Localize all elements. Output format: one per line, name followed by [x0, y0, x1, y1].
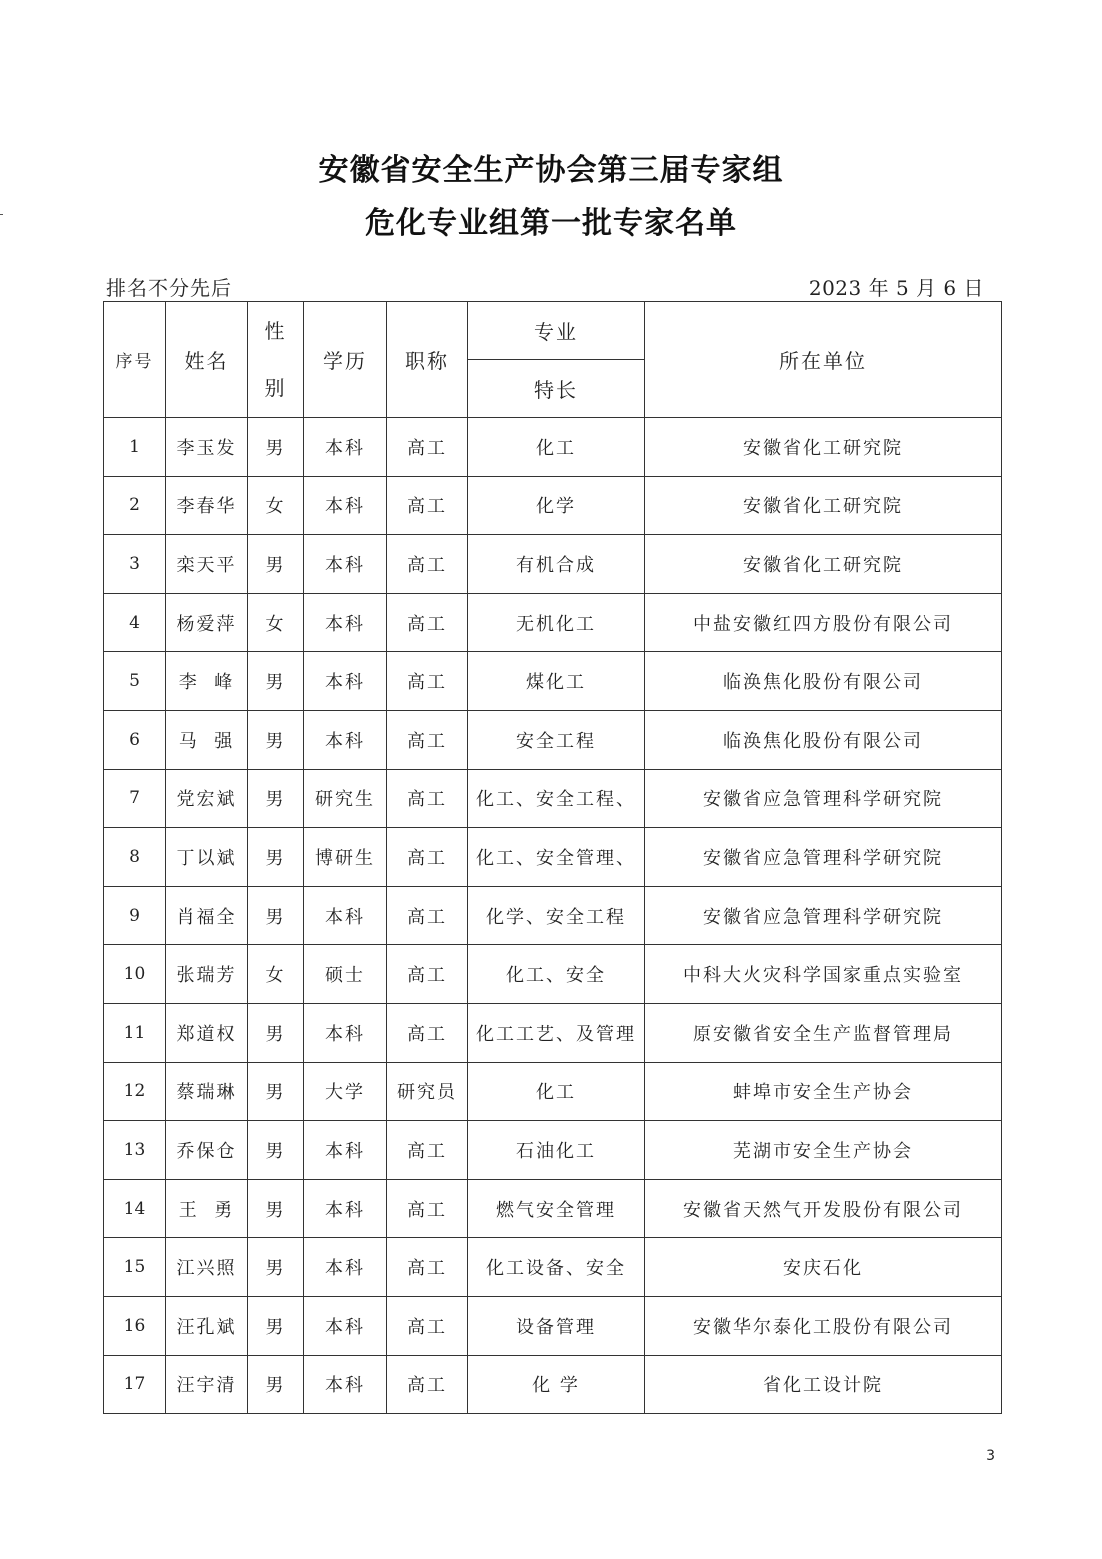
- cell-name: 丁以斌: [166, 828, 248, 887]
- cell-education: 本科: [304, 1003, 387, 1062]
- cell-title: 高工: [387, 828, 468, 887]
- cell-title: 高工: [387, 1296, 468, 1355]
- cell-title: 高工: [387, 1238, 468, 1297]
- cell-specialty: 化工、安全工程、: [468, 769, 645, 828]
- cell-specialty: 化工、安全: [468, 945, 645, 1004]
- cell-education: 本科: [304, 476, 387, 535]
- expert-roster-table: [103, 301, 1002, 1414]
- cell-index: 13: [104, 1121, 166, 1180]
- cell-education: 本科: [304, 535, 387, 594]
- cell-index: 5: [104, 652, 166, 711]
- cell-education: 研究生: [304, 769, 387, 828]
- cell-index: 16: [104, 1296, 166, 1355]
- table-row: [104, 1179, 1002, 1238]
- cell-education: 本科: [304, 710, 387, 769]
- cell-specialty: 有机合成: [468, 535, 645, 594]
- cell-specialty: 煤化工: [468, 652, 645, 711]
- cell-index: 3: [104, 535, 166, 594]
- table-row: [104, 535, 1002, 594]
- cell-sex: 男: [248, 1003, 304, 1062]
- cell-specialty: 化工设备、安全: [468, 1238, 645, 1297]
- cell-unit: 芜湖市安全生产协会: [645, 1121, 1002, 1180]
- cell-education: 本科: [304, 1238, 387, 1297]
- cell-education: 本科: [304, 418, 387, 477]
- cell-index: 7: [104, 769, 166, 828]
- table-row: [104, 769, 1002, 828]
- cell-title: 高工: [387, 652, 468, 711]
- cell-sex: 女: [248, 945, 304, 1004]
- cell-name: 郑道权: [166, 1003, 248, 1062]
- table-row: [104, 828, 1002, 887]
- header-major: 专业: [468, 302, 645, 360]
- ranking-note: 排名不分先后: [106, 276, 232, 300]
- cell-name: 党宏斌: [166, 769, 248, 828]
- cell-education: 本科: [304, 593, 387, 652]
- cell-index: 15: [104, 1238, 166, 1297]
- cell-name: 栾天平: [166, 535, 248, 594]
- cell-unit: 安徽省化工研究院: [645, 418, 1002, 477]
- cell-specialty: 化工: [468, 1062, 645, 1121]
- cell-sex: 男: [248, 886, 304, 945]
- header-unit: 所在单位: [645, 302, 1002, 418]
- cell-index: 1: [104, 418, 166, 477]
- cell-education: 本科: [304, 1179, 387, 1238]
- header-specialty: 特长: [468, 360, 645, 418]
- cell-title: 高工: [387, 886, 468, 945]
- cell-index: 8: [104, 828, 166, 887]
- cell-specialty: 设备管理: [468, 1296, 645, 1355]
- cell-title: 研究员: [387, 1062, 468, 1121]
- cell-sex: 男: [248, 535, 304, 594]
- cell-education: 本科: [304, 1296, 387, 1355]
- cell-index: 11: [104, 1003, 166, 1062]
- cell-specialty: 化工工艺、及管理: [468, 1003, 645, 1062]
- cell-name: 汪宇清: [166, 1355, 248, 1414]
- cell-specialty: 安全工程: [468, 710, 645, 769]
- cell-title: 高工: [387, 945, 468, 1004]
- header-name: 姓名: [166, 302, 248, 418]
- cell-sex: 男: [248, 769, 304, 828]
- table-row: [104, 886, 1002, 945]
- cell-name: 蔡瑞琳: [166, 1062, 248, 1121]
- cell-specialty: 化 学: [468, 1355, 645, 1414]
- cell-name: 汪孔斌: [166, 1296, 248, 1355]
- cell-specialty: 燃气安全管理: [468, 1179, 645, 1238]
- cell-unit: 临涣焦化股份有限公司: [645, 652, 1002, 711]
- cell-title: 高工: [387, 769, 468, 828]
- cell-title: 高工: [387, 1179, 468, 1238]
- cell-name: 江兴照: [166, 1238, 248, 1297]
- document-title-line1: 安徽省安全生产协会第三届专家组: [318, 153, 784, 188]
- page-number: 3: [986, 1448, 995, 1464]
- cell-name: 杨爱萍: [166, 593, 248, 652]
- cell-title: 高工: [387, 1355, 468, 1414]
- cell-sex: 女: [248, 593, 304, 652]
- table-row: [104, 652, 1002, 711]
- table-row: [104, 710, 1002, 769]
- header-title: 职称: [387, 302, 468, 418]
- cell-unit: 安徽省化工研究院: [645, 535, 1002, 594]
- table-row: [104, 418, 1002, 477]
- cell-unit: 安徽省应急管理科学研究院: [645, 886, 1002, 945]
- document-title-line2: 危化专业组第一批专家名单: [365, 206, 737, 241]
- header-education: 学历: [304, 302, 387, 418]
- cell-unit: 省化工设计院: [645, 1355, 1002, 1414]
- cell-unit: 安庆石化: [645, 1238, 1002, 1297]
- table-row: [104, 1003, 1002, 1062]
- cell-index: 17: [104, 1355, 166, 1414]
- cell-title: 高工: [387, 1121, 468, 1180]
- cell-education: 博研生: [304, 828, 387, 887]
- table-row: [104, 1238, 1002, 1297]
- table-row: [104, 476, 1002, 535]
- cell-index: 9: [104, 886, 166, 945]
- cell-name: 乔保仓: [166, 1121, 248, 1180]
- table-row: [104, 593, 1002, 652]
- cell-specialty: 化学: [468, 476, 645, 535]
- cell-unit: 安徽省应急管理科学研究院: [645, 828, 1002, 887]
- cell-sex: 男: [248, 1238, 304, 1297]
- cell-sex: 男: [248, 1121, 304, 1180]
- cell-index: 14: [104, 1179, 166, 1238]
- cell-specialty: 石油化工: [468, 1121, 645, 1180]
- cell-name: 李 峰: [166, 652, 248, 711]
- table-row: [104, 1355, 1002, 1414]
- cell-specialty: 化工、安全管理、: [468, 828, 645, 887]
- cell-name: 张瑞芳: [166, 945, 248, 1004]
- cell-sex: 男: [248, 828, 304, 887]
- table-header: [104, 302, 1002, 418]
- cell-education: 本科: [304, 1355, 387, 1414]
- cell-title: 高工: [387, 1003, 468, 1062]
- cell-name: 肖福全: [166, 886, 248, 945]
- cell-sex: 男: [248, 710, 304, 769]
- cell-name: 王 勇: [166, 1179, 248, 1238]
- header-index: 序号: [104, 302, 166, 418]
- table-row: [104, 945, 1002, 1004]
- cell-education: 本科: [304, 886, 387, 945]
- table-row: [104, 1062, 1002, 1121]
- cell-sex: 男: [248, 418, 304, 477]
- cell-unit: 蚌埠市安全生产协会: [645, 1062, 1002, 1121]
- cell-unit: 安徽省化工研究院: [645, 476, 1002, 535]
- cell-sex: 男: [248, 1062, 304, 1121]
- cell-unit: 原安徽省安全生产监督管理局: [645, 1003, 1002, 1062]
- cell-index: 12: [104, 1062, 166, 1121]
- cell-unit: 临涣焦化股份有限公司: [645, 710, 1002, 769]
- cell-sex: 男: [248, 1296, 304, 1355]
- cell-index: 10: [104, 945, 166, 1004]
- cell-sex: 男: [248, 652, 304, 711]
- header-sex-bottom: 别: [264, 375, 287, 400]
- cell-index: 4: [104, 593, 166, 652]
- document-date: 2023 年 5 月 6 日: [808, 276, 984, 300]
- table-row: [104, 1296, 1002, 1355]
- cell-education: 本科: [304, 1121, 387, 1180]
- cell-sex: 男: [248, 1179, 304, 1238]
- cell-unit: 中盐安徽红四方股份有限公司: [645, 593, 1002, 652]
- cell-index: 6: [104, 710, 166, 769]
- cell-name: 李春华: [166, 476, 248, 535]
- cell-education: 本科: [304, 652, 387, 711]
- cell-title: 高工: [387, 418, 468, 477]
- table-body: [104, 418, 1002, 1414]
- cell-index: 2: [104, 476, 166, 535]
- cell-title: 高工: [387, 476, 468, 535]
- cell-title: 高工: [387, 593, 468, 652]
- cell-unit: 中科大火灾科学国家重点实验室: [645, 945, 1002, 1004]
- header-sex-top: 性: [264, 318, 287, 343]
- table-row: [104, 1121, 1002, 1180]
- cell-sex: 男: [248, 1355, 304, 1414]
- cell-name: 马 强: [166, 710, 248, 769]
- cell-unit: 安徽华尔泰化工股份有限公司: [645, 1296, 1002, 1355]
- header-sex: [248, 302, 304, 418]
- cell-title: 高工: [387, 535, 468, 594]
- cell-unit: 安徽省应急管理科学研究院: [645, 769, 1002, 828]
- cell-education: 大学: [304, 1062, 387, 1121]
- cell-name: 李玉发: [166, 418, 248, 477]
- cell-sex: 女: [248, 476, 304, 535]
- cell-unit: 安徽省天然气开发股份有限公司: [645, 1179, 1002, 1238]
- cell-specialty: 无机化工: [468, 593, 645, 652]
- cell-specialty: 化学、安全工程: [468, 886, 645, 945]
- cell-education: 硕士: [304, 945, 387, 1004]
- cell-specialty: 化工: [468, 418, 645, 477]
- cell-title: 高工: [387, 710, 468, 769]
